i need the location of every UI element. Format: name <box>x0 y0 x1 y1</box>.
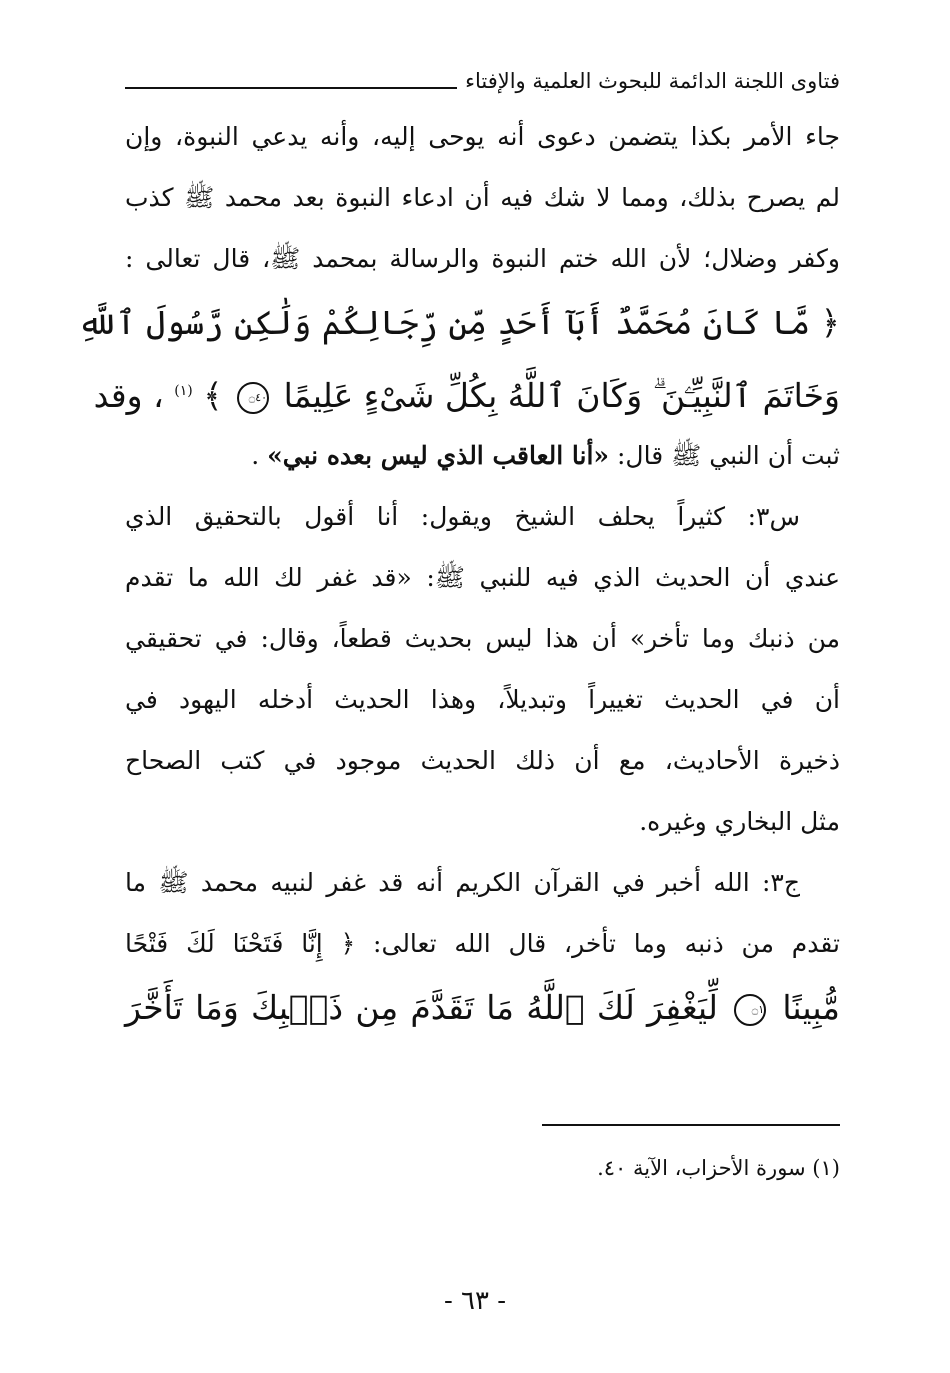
question-line: عندي أن الحديث الذي فيه للنبي ﷺ: «قد غفر لك الله ما تقدم <box>125 563 840 592</box>
page-number: - ٦٣ - <box>443 1286 507 1316</box>
text-line: جاء الأمر بكذا يتضمن دعوى أنه يوحى إليه، وأنه يدعي النبوة، وإن <box>125 122 840 151</box>
question-line: س٣: كثيراً يحلف الشيخ ويقول: أنا أقول بالتحقيق الذي <box>125 502 800 531</box>
quran-verse-line <box>125 974 840 1042</box>
book-title: فتاوى اللجنة الدائمة للبحوث العلمية والإفتاء <box>465 69 840 93</box>
question-line: أن في الحديث تغييراً وتبديلاً، وهذا الحديث أدخله اليهود في <box>125 685 840 714</box>
text-line: وكفر وضلال؛ لأن الله ختم النبوة والرسالة بمحمد ﷺ، قال تعالى : <box>125 244 840 273</box>
footnote-ref: (١) <box>174 383 193 399</box>
text-line: لم يصرح بذلك، ومما لا شك فيه أن ادعاء النبوة بعد محمد ﷺ كذب <box>125 183 840 212</box>
closing-bracket: ﴾ <box>203 376 223 415</box>
period: . <box>251 441 260 470</box>
header-rule <box>125 87 457 89</box>
question-line: من ذنبك وما تأخر» أن هذا ليس بحديث قطعاً، وقال: في تحقيقي <box>125 624 840 653</box>
text-line <box>125 425 840 486</box>
quran-verse-text: وَخَاتَمَ ٱلنَّبِيِّـۧنَ ۗ وَكَانَ ٱللَّهُ بِكُلِّ شَىْءٍ عَلِيمًا <box>283 376 840 415</box>
footnote-separator <box>542 1124 840 1126</box>
quran-verse-line: ﴿ مَّا كَانَ مُحَمَّدٌ أَبَآ أَحَدٍ مِّن رِّجَالِكُمْ وَلَٰكِن رَّسُولَ ٱللَّهِ <box>77 303 840 342</box>
quran-verse-line <box>93 357 840 425</box>
hadith-quote: «أنا العاقب الذي ليس بعده نبي» <box>267 441 610 470</box>
answer-line: تقدم من ذنبه وما تأخر، قال الله تعالى: ﴿ إِنَّا فَتَحْنَا لَكَ فَتْحًا <box>125 929 840 958</box>
verse-end-marker: ۝٤٠ <box>237 382 269 414</box>
question-line: ذخيرة الأحاديث، مع أن ذلك الحديث موجود في كتب الصحاح <box>125 746 840 775</box>
quran-verse-text: لِّيَغْفِرَ لَكَ ٱللَّهُ مَا تَقَدَّمَ مِن ذَنۢبِكَ وَمَا تَأَخَّرَ <box>125 988 718 1027</box>
quran-verse-text: مُّبِينًا <box>770 988 840 1027</box>
question-line: مثل البخاري وغيره. <box>639 807 840 836</box>
text-continuation: ، وقد <box>93 376 164 415</box>
hadith-intro: ثبت أن النبي ﷺ قال: <box>609 441 840 470</box>
answer-line: ج٣: الله أخبر في القرآن الكريم أنه قد غفر لنبيه محمد ﷺ ما <box>125 868 800 897</box>
verse-end-marker: ۝١ <box>734 994 766 1026</box>
running-header <box>125 56 840 92</box>
footnote: (١) سورة الأحزاب، الآية ٤٠. <box>597 1156 840 1180</box>
main-text <box>77 106 840 1042</box>
